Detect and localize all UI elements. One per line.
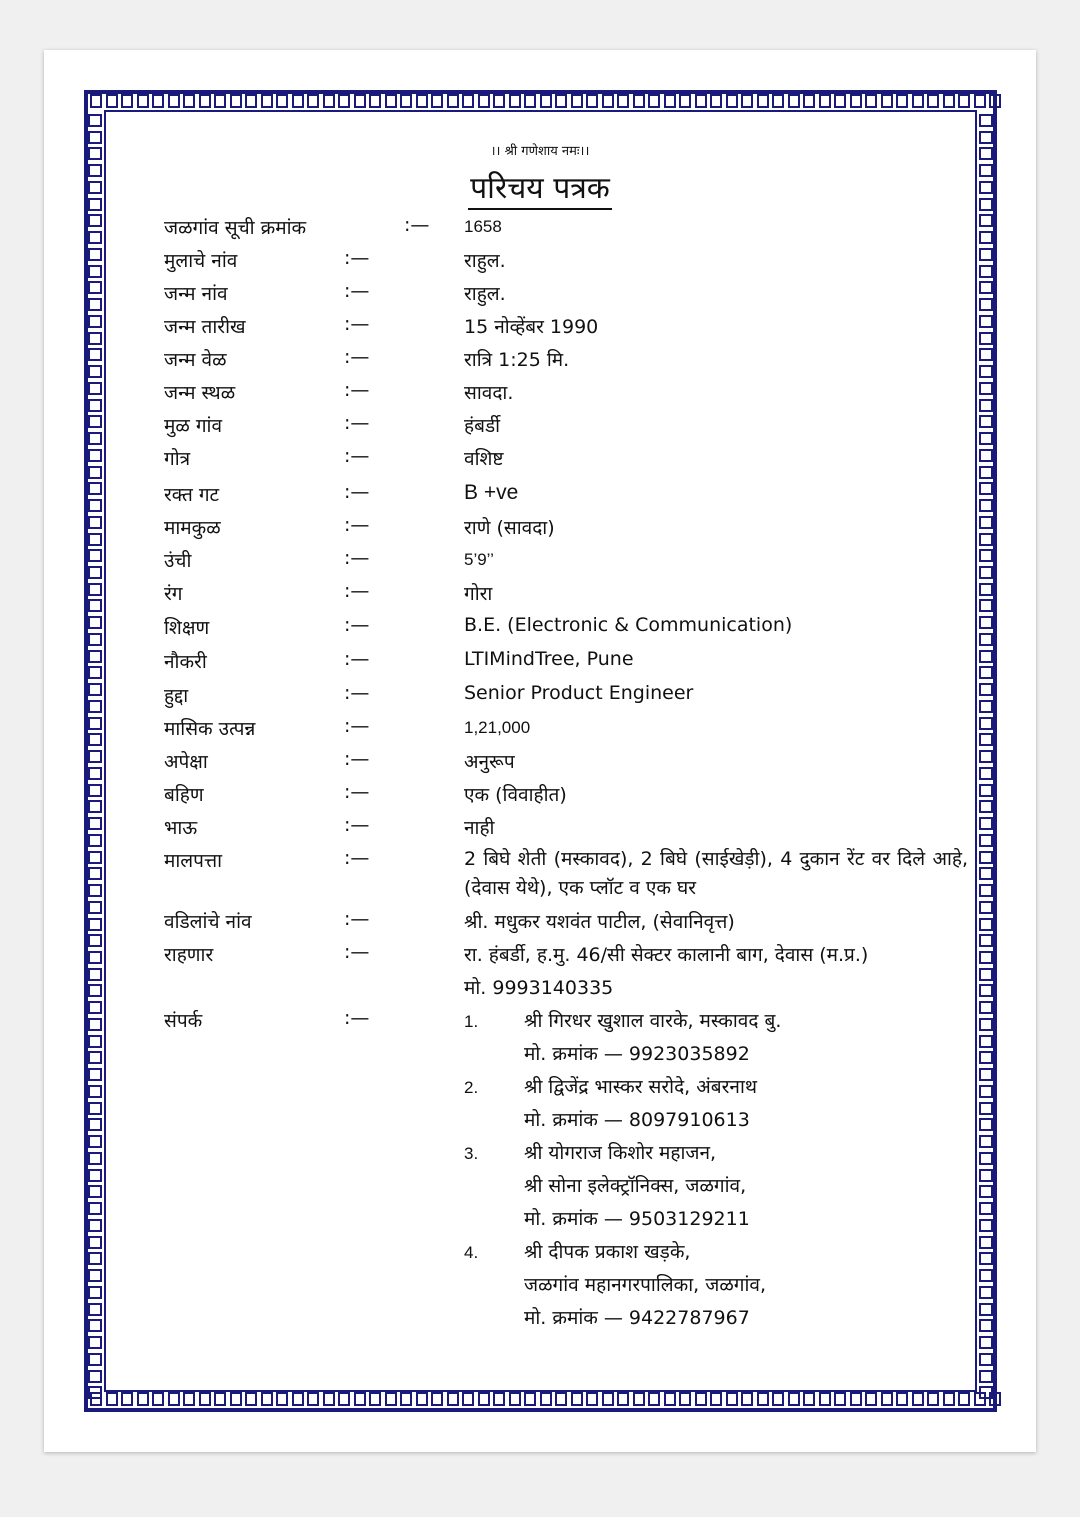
field-label: मुलाचे नांव <box>164 250 238 272</box>
border-tile <box>292 94 304 108</box>
field-separator: :— <box>344 247 370 269</box>
field-separator: :— <box>344 908 370 930</box>
border-tile <box>245 1392 257 1406</box>
field-separator: :— <box>404 214 430 236</box>
border-tile <box>183 94 195 108</box>
border-tile <box>106 94 118 108</box>
contact-number: 2. <box>464 1078 479 1097</box>
field-row <box>0 781 1080 811</box>
field-label: जळगांव सूची क्रमांक <box>164 217 307 239</box>
border-tile <box>679 1392 691 1406</box>
field-value: वशिष्ट <box>464 448 504 470</box>
contact-line <box>0 1073 1080 1103</box>
border-tile <box>152 94 164 108</box>
border-tile <box>850 1392 862 1406</box>
field-row <box>0 748 1080 778</box>
border-tile <box>400 1392 412 1406</box>
border-tile <box>648 94 660 108</box>
contact-text: मो. क्रमांक — 9503129211 <box>524 1208 750 1230</box>
field-row <box>0 214 1080 244</box>
field-value: रा. हंबर्डी, ह.मु. 46/सी सेक्टर कालानी बाग, देवास (म.प्र.) <box>464 944 869 966</box>
field-label: मालपत्ता <box>164 850 223 872</box>
border-tile <box>323 1392 335 1406</box>
border-tile <box>602 94 614 108</box>
field-value: मो. 9993140335 <box>464 977 614 999</box>
field-row <box>0 974 1080 1004</box>
border-tile <box>834 94 846 108</box>
border-tile <box>757 1392 769 1406</box>
border-tile <box>323 94 335 108</box>
border-tile <box>617 94 629 108</box>
field-separator: :— <box>344 346 370 368</box>
field-label: अपेक्षा <box>164 751 208 773</box>
border-tile <box>230 94 242 108</box>
field-row <box>0 514 1080 544</box>
field-label: मामकुळ <box>164 517 221 539</box>
border-tile <box>493 1392 505 1406</box>
field-row <box>0 445 1080 475</box>
field-separator: :— <box>344 1007 370 1029</box>
border-tile <box>586 94 598 108</box>
border-tile <box>741 1392 753 1406</box>
contact-text: मो. क्रमांक — 9422787967 <box>524 1307 750 1329</box>
border-tile <box>276 94 288 108</box>
border-tile <box>431 94 443 108</box>
field-row <box>0 941 1080 971</box>
contact-text: मो. क्रमांक — 9923035892 <box>524 1043 750 1065</box>
field-label: मुळ गांव <box>164 415 223 437</box>
contact-line <box>0 1139 1080 1169</box>
contact-number: 3. <box>464 1144 479 1163</box>
border-tile <box>555 94 567 108</box>
contact-number: 1. <box>464 1012 479 1031</box>
field-label: संपर्क <box>164 1010 203 1032</box>
border-tile <box>524 1392 536 1406</box>
field-label: रक्त गट <box>164 484 220 506</box>
border-tile <box>927 94 939 108</box>
field-value: राहुल. <box>464 283 506 305</box>
field-value: Senior Product Engineer <box>464 682 694 704</box>
border-tile <box>199 1392 211 1406</box>
field-separator: :— <box>344 648 370 670</box>
border-tile <box>710 1392 722 1406</box>
contact-line <box>0 1304 1080 1334</box>
border-line <box>104 110 977 112</box>
border-tile <box>979 1370 993 1383</box>
border-tile <box>571 94 583 108</box>
border-tile <box>633 1392 645 1406</box>
field-separator: :— <box>344 814 370 836</box>
border-tile <box>803 1392 815 1406</box>
border-tile <box>927 1392 939 1406</box>
border-tile <box>979 1353 993 1366</box>
field-label: राहणार <box>164 944 214 966</box>
border-tile <box>772 94 784 108</box>
field-label: जन्म तारीख <box>164 316 246 338</box>
field-separator: :— <box>344 748 370 770</box>
field-row <box>0 346 1080 376</box>
border-tile <box>137 1392 149 1406</box>
field-separator: :— <box>344 715 370 737</box>
contact-number: 4. <box>464 1243 479 1262</box>
border-tile <box>214 94 226 108</box>
field-separator: :— <box>344 580 370 602</box>
field-value: 5’9’’ <box>464 550 494 569</box>
field-label: गोत्र <box>164 448 191 470</box>
border-tile <box>261 94 273 108</box>
border-tile <box>90 94 102 108</box>
field-row <box>0 280 1080 310</box>
border-tile <box>214 1392 226 1406</box>
border-tile <box>850 94 862 108</box>
border-tile <box>245 94 257 108</box>
border-tile <box>354 94 366 108</box>
field-label: वडिलांचे नांव <box>164 911 252 933</box>
field-value: 1,21,000 <box>464 718 531 737</box>
border-tile <box>881 94 893 108</box>
field-value: रात्रि 1:25 मि. <box>464 349 570 371</box>
field-separator: :— <box>344 445 370 467</box>
contact-line <box>0 1271 1080 1301</box>
field-value: B +ve <box>464 481 519 504</box>
field-row <box>0 547 1080 577</box>
border-tile <box>695 94 707 108</box>
border-tile <box>431 1392 443 1406</box>
field-separator: :— <box>344 781 370 803</box>
border-tile <box>834 1392 846 1406</box>
border-tile <box>633 94 645 108</box>
border-tile <box>199 94 211 108</box>
border-tile <box>106 1392 118 1406</box>
border-tile <box>307 94 319 108</box>
field-label: रंग <box>164 583 183 605</box>
border-tile <box>462 1392 474 1406</box>
border-tile <box>168 94 180 108</box>
border-tile <box>865 1392 877 1406</box>
document-title <box>0 166 1080 207</box>
field-label: जन्म नांव <box>164 283 228 305</box>
field-value: अनुरूप <box>464 751 515 773</box>
field-separator: :— <box>344 313 370 335</box>
field-separator: :— <box>344 682 370 704</box>
border-tile <box>261 1392 273 1406</box>
field-value: 1658 <box>464 217 502 236</box>
field-row <box>0 247 1080 277</box>
border-tile <box>757 94 769 108</box>
border-tile <box>385 1392 397 1406</box>
contact-text: श्री सोना इलेक्ट्रॉनिक्स, जळगांव, <box>524 1175 747 1197</box>
field-value: LTIMindTree, Pune <box>464 648 634 670</box>
border-tile <box>292 1392 304 1406</box>
field-row <box>0 847 1080 907</box>
border-tile <box>416 94 428 108</box>
border-tile <box>979 1386 993 1399</box>
field-value: एक (विवाहीत) <box>464 784 567 806</box>
border-tile <box>88 1353 102 1366</box>
border-tile <box>152 1392 164 1406</box>
border-tile <box>726 1392 738 1406</box>
field-label: मासिक उत्पन्न <box>164 718 256 740</box>
border-tile <box>276 1392 288 1406</box>
border-tile <box>385 94 397 108</box>
border-tile <box>540 1392 552 1406</box>
border-tile <box>478 94 490 108</box>
border-tile <box>912 94 924 108</box>
border-tile <box>447 94 459 108</box>
border-tile <box>819 1392 831 1406</box>
field-row <box>0 614 1080 644</box>
field-separator: :— <box>344 280 370 302</box>
field-value: सावदा. <box>464 382 514 404</box>
field-label: जन्म वेळ <box>164 349 227 371</box>
border-tile <box>803 94 815 108</box>
contact-text: श्री द्विजेंद्र भास्कर सरोदे, अंबरनाथ <box>524 1076 758 1098</box>
border-tile <box>88 1370 102 1383</box>
field-label: भाऊ <box>164 817 198 839</box>
border-tile <box>447 1392 459 1406</box>
border-tile <box>137 94 149 108</box>
border-tile <box>88 1336 102 1349</box>
border-tile <box>788 1392 800 1406</box>
field-row <box>0 313 1080 343</box>
border-tile <box>88 114 102 127</box>
border-tile <box>88 1386 102 1399</box>
border-tile <box>979 114 993 127</box>
border-tile <box>555 1392 567 1406</box>
border-tile <box>183 1392 195 1406</box>
contact-line <box>0 1040 1080 1070</box>
border-tile <box>602 1392 614 1406</box>
contact-line <box>0 1205 1080 1235</box>
border-tile <box>400 94 412 108</box>
field-label: बहिण <box>164 784 204 806</box>
border-tile <box>121 1392 133 1406</box>
border-tile <box>664 94 676 108</box>
invocation-text: ।। श्री गणेशाय नमः।। <box>490 144 590 159</box>
border-tile <box>958 1392 970 1406</box>
title-text: परिचय पत्रक <box>468 171 612 210</box>
field-value: 15 नोव्हेंबर 1990 <box>464 316 599 338</box>
border-tile <box>943 1392 955 1406</box>
contact-text: श्री दीपक प्रकाश खड़के, <box>524 1241 691 1263</box>
border-tile <box>307 1392 319 1406</box>
field-label: हुद्दा <box>164 685 189 707</box>
field-row <box>0 715 1080 745</box>
field-separator: :— <box>344 941 370 963</box>
field-row <box>0 682 1080 712</box>
field-value: श्री. मधुकर यशवंत पाटील, (सेवानिवृत्त) <box>464 911 735 933</box>
border-tile <box>772 1392 784 1406</box>
contact-text: श्री गिरधर खुशाल वारके, मस्कावद बु. <box>524 1010 782 1032</box>
border-tile <box>741 94 753 108</box>
contact-line <box>0 1172 1080 1202</box>
border-tile <box>648 1392 660 1406</box>
border-tile <box>509 94 521 108</box>
field-separator: :— <box>344 412 370 434</box>
border-tile <box>571 1392 583 1406</box>
field-separator: :— <box>344 547 370 569</box>
field-label: शिक्षण <box>164 617 210 639</box>
border-tile <box>695 1392 707 1406</box>
field-row <box>0 580 1080 610</box>
border-tile <box>958 94 970 108</box>
field-value: B.E. (Electronic & Communication) <box>464 614 793 636</box>
contact-text: मो. क्रमांक — 8097910613 <box>524 1109 750 1131</box>
border-tile <box>509 1392 521 1406</box>
field-value: नाही <box>464 817 495 839</box>
field-label: नौकरी <box>164 651 207 673</box>
border-tile <box>338 94 350 108</box>
border-tile <box>974 94 986 108</box>
field-value: हंबर्डी <box>464 415 501 437</box>
border-tile <box>478 1392 490 1406</box>
field-row <box>0 481 1080 511</box>
field-value: राणे (सावदा) <box>464 517 555 539</box>
border-tile <box>819 94 831 108</box>
border-tile <box>493 94 505 108</box>
border-tile <box>881 1392 893 1406</box>
field-row <box>0 648 1080 678</box>
field-row <box>0 412 1080 442</box>
field-label: जन्म स्थळ <box>164 382 236 404</box>
field-separator: :— <box>344 614 370 636</box>
field-separator: :— <box>344 847 370 869</box>
border-tile <box>168 1392 180 1406</box>
border-tile <box>354 1392 366 1406</box>
border-tile <box>865 94 877 108</box>
field-separator: :— <box>344 481 370 503</box>
border-tile <box>710 94 722 108</box>
border-tile <box>664 1392 676 1406</box>
field-separator: :— <box>344 379 370 401</box>
field-row <box>0 814 1080 844</box>
field-value: राहुल. <box>464 250 506 272</box>
field-row <box>0 379 1080 409</box>
field-value: 2 बिघे शेती (मस्कावद), 2 बिघे (साईखेड़ी), 4 दुकान रेंट वर दिले आहे, (देवास येथे), एक प्लॉट व एक घर <box>464 848 968 899</box>
contact-text: जळगांव महानगरपालिका, जळगांव, <box>524 1274 767 1296</box>
border-tile <box>540 94 552 108</box>
border-tile <box>369 1392 381 1406</box>
border-tile <box>788 94 800 108</box>
border-tile <box>943 94 955 108</box>
border-tile <box>989 94 1001 108</box>
border-tile <box>617 1392 629 1406</box>
contact-line <box>0 1238 1080 1268</box>
field-label: उंची <box>164 550 192 572</box>
field-separator: :— <box>344 514 370 536</box>
border-tile <box>726 94 738 108</box>
contact-text: श्री योगराज किशोर महाजन, <box>524 1142 717 1164</box>
field-row <box>0 908 1080 938</box>
border-tile <box>121 94 133 108</box>
border-tile <box>679 94 691 108</box>
border-tile <box>896 1392 908 1406</box>
border-tile <box>586 1392 598 1406</box>
border-tile <box>369 94 381 108</box>
contact-line <box>0 1106 1080 1136</box>
border-tile <box>979 1336 993 1349</box>
border-tile <box>912 1392 924 1406</box>
border-line <box>84 1408 997 1412</box>
field-value: गोरा <box>464 583 493 605</box>
contact-line <box>0 1007 1080 1037</box>
border-tile <box>896 94 908 108</box>
border-tile <box>524 94 536 108</box>
border-tile <box>230 1392 242 1406</box>
border-tile <box>338 1392 350 1406</box>
border-tile <box>416 1392 428 1406</box>
border-tile <box>462 94 474 108</box>
